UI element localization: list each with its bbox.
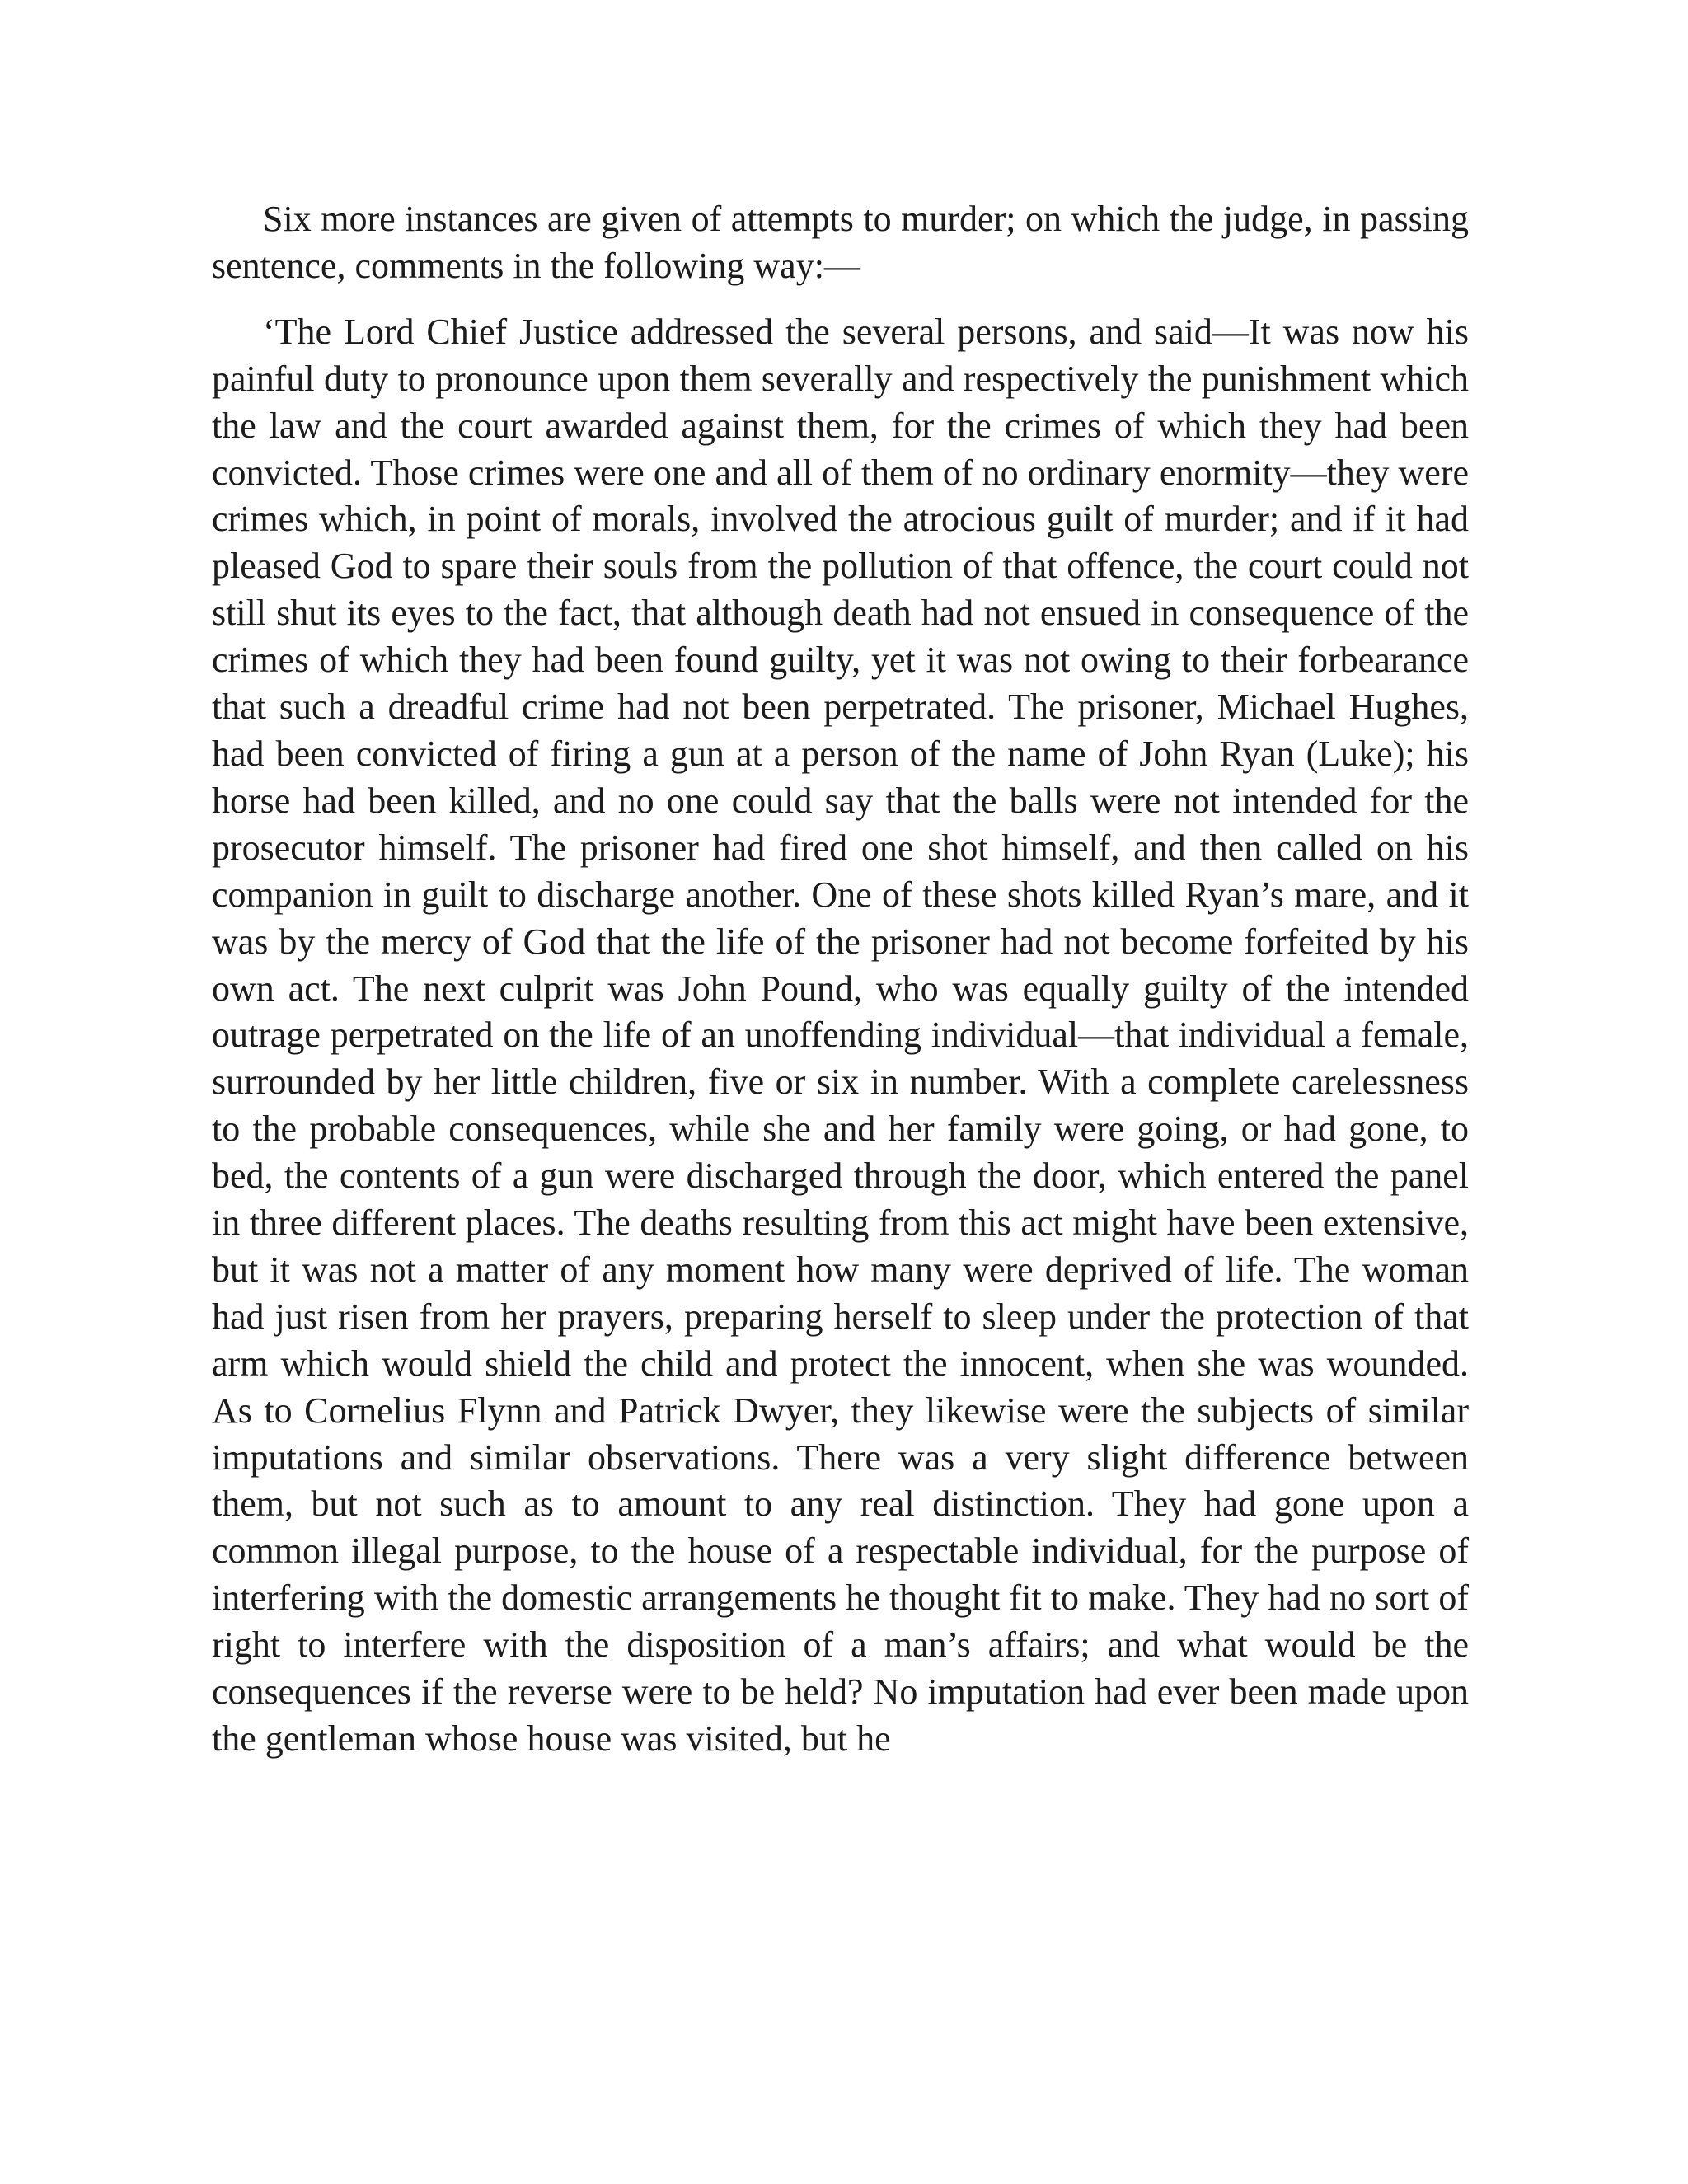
paragraph-quote: ‘The Lord Chief Justice addressed the several persons, and said—It was now his painful duty to pronounce upon them severally and respectively the punishment which the law and the court awarded against them, for the crimes of which they had been convicted. Those crimes were one and all of them of no ordinary enormity—they were crimes which, in point of morals, involved the atrocious guilt of murder; and if it had pleased God to spare their souls from the pollution of that offence, the court could not still shut its eyes to the fact, that although death had not ensued in consequence of the crimes of which they had been found guilty, yet it was not owing to their forbearance that such a dreadful crime had not been perpetrated. The prisoner, Michael Hughes, had been convicted of firing a gun at a person of the name of John Ryan (Luke); his horse had been killed, and no one could say that the balls were not intended for the prosecutor himself. The prisoner had fired one shot himself, and then called on his companion in guilt to discharge another. One of these shots killed Ryan’s mare, and it was by the mercy of God that the life of the prisoner had not become forfeited by his own act. The next culprit was John Pound, who was equally guilty of the intended outrage perpetrated on the life of an unoffending individual—that individual a female, surrounded by her little children, five or six in number. With a complete carelessness to the probable consequences, while she and her family were going, or had gone, to bed, the contents of a gun were discharged through the door, which entered the panel in three different places. The deaths resulting from this act might have been extensive, but it was not a matter of any moment how many were deprived of life. The woman had just risen from her prayers, preparing herself to sleep under the protection of that arm which would shield the child and protect the innocent, when she was wounded. As to Cornelius Flynn and Patrick Dwyer, they likewise were the subjects of similar imputations and similar observations. There was a very slight difference between them, but not such as to amount to any real distinction. They had gone upon a common illegal purpose, to the house of a respectable individual, for the purpose of interfering with the domestic arrangements he thought fit to make. They had no sort of right to interfere with the disposition of a man’s affairs; and what would be the consequences if the reverse were to be held? No imputation had ever been made upon the gentleman whose house was visited, but he (212, 311, 1469, 1759)
body-text (212, 196, 1469, 1763)
paragraph-intro: Six more instances are given of attempts to murder; on which the judge, in passing sentence, comments in the following way:— (212, 199, 1469, 286)
